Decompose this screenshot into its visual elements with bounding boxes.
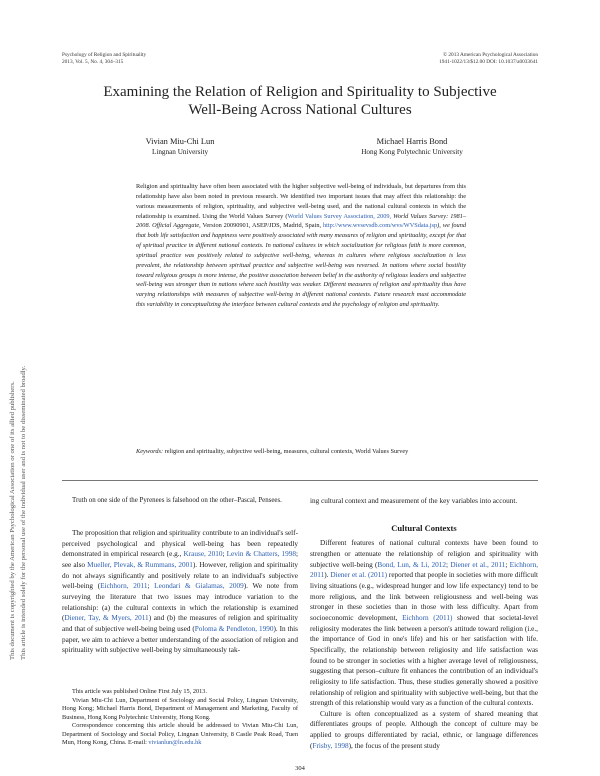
citation-link[interactable]: Poloma & Pendleton, 1990 bbox=[194, 624, 274, 633]
body-paragraph bbox=[310, 709, 538, 752]
body-text: ; bbox=[147, 582, 155, 591]
abstract-reference-link[interactable]: World Values Survey Association, 2009, bbox=[287, 212, 392, 220]
article-title bbox=[80, 84, 520, 119]
citation-link[interactable]: Diener et al., 2011 bbox=[450, 560, 506, 569]
sidebar-line-2: This article is intended solely for the personal use of the individual user and is not to be disseminated broadly. bbox=[20, 365, 27, 660]
citation-link[interactable]: Eichhorn, 2011 bbox=[310, 560, 539, 580]
citation-link[interactable]: Krause, 2010 bbox=[183, 550, 223, 559]
section-heading: Cultural Contexts bbox=[391, 522, 457, 533]
citation-link[interactable]: Eichhorn (2011) bbox=[402, 613, 453, 622]
body-text: Different features of national cultural contexts have been found to strengthen or attenuate the relationship of religion and spirituality with subjective well-being ( bbox=[310, 539, 538, 569]
body-text: showed that societal-level religiosity moderates the link between a person's attitude toward religion (i.e., the importance of God in one's life) and his or her satisfaction with life. Specifically, the relationship between religiosity and life satisfaction was found to be stronger in societies with a higher average level of religiousness, suggesting that person–culture fit enhances the contribution of an individual's religiosity to life satisfaction. Thus, these studies generally showed a positive relationship of religion and spirituality with subjective well-being, but that the strength of this relationship would vary as a function of the cultural contexts. bbox=[310, 613, 538, 708]
continued-text: ing cultural context and measurement of the key variables into account. bbox=[310, 497, 518, 505]
abstract-text: Version 20090901, ASEP/JDS, Madrid, Spain, bbox=[200, 222, 323, 230]
citation-link[interactable]: Diener, Tay, & Myers, 2011 bbox=[64, 614, 149, 623]
page-number: 304 bbox=[295, 765, 305, 772]
author-name: Vivian Miu-Chi Lun bbox=[145, 137, 215, 146]
keywords-label: Keywords: bbox=[136, 448, 164, 455]
author-2 bbox=[332, 137, 492, 157]
title-line-1: Examining the Relation of Religion and Spirituality to Subjective bbox=[103, 84, 497, 100]
copyright-sidebar bbox=[3, 160, 39, 660]
body-text: The proposition that religion and spirituality contribute to an individual's self-perceived psychological and physical well-being has been repeatedly demonstrated in empirical research (e.g., bbox=[62, 529, 299, 559]
body-text: ), the focus of the present study bbox=[348, 741, 440, 750]
author-1 bbox=[110, 137, 250, 157]
body-text: ). bbox=[324, 571, 331, 580]
citation-link[interactable]: Eichhorn, 2011 bbox=[100, 582, 148, 591]
body-text: ; bbox=[446, 560, 451, 569]
abstract bbox=[136, 182, 466, 310]
body-text: ; bbox=[505, 560, 510, 569]
copyright-line: © 2013 American Psychological Association bbox=[443, 52, 538, 58]
divider bbox=[62, 480, 538, 481]
abstract-url-link[interactable]: http://www.wvsevsdb.com/wvs/WVSdata.jsp bbox=[323, 222, 438, 230]
body-paragraph bbox=[310, 538, 538, 709]
body-text: ; see also bbox=[62, 550, 298, 569]
citation-link[interactable]: Levin & Chatters, 1998 bbox=[226, 550, 296, 559]
citation-link[interactable]: Frisby, 1998 bbox=[312, 741, 349, 750]
footnote-text: Correspondence concerning this article should be addressed to Vivian Miu-Chi Lun, Department of Sociology and Social Policy, Lingnan University, 8 Castle Peak Road, Tuen Mun, Hong Kong, China. E-mail: bbox=[62, 722, 298, 746]
footnote-correspondence bbox=[62, 722, 298, 748]
epigraph: Truth on one side of the Pyrenees is falsehood on the other–Pascal, Pensees. bbox=[72, 497, 282, 504]
copyright-info bbox=[439, 52, 538, 65]
footnote-affiliations: Vivian Miu-Chi Lun, Department of Sociology and Social Policy, Lingnan University, Hong Kong; Michael Harris Bond, Department of Management and Marketing, Faculty of Business, Hong Kong Polytechnic University, Hong Kong. bbox=[62, 696, 298, 721]
citation-link[interactable]: Mueller, Plevak, & Rummans, 2001 bbox=[87, 560, 193, 569]
body-text: ) and (b) the measures of religion and spirituality and that of subjective well-being being used ( bbox=[62, 614, 298, 633]
footnote-publication: This article was published Online First July 15, 2013. bbox=[72, 688, 208, 695]
journal-info bbox=[62, 52, 146, 65]
keywords bbox=[136, 447, 466, 456]
body-text: ). However, religion and spirituality do not always significantly and positively relate to an individual's subjective well-being ( bbox=[62, 560, 298, 591]
sidebar-line-1: This document is copyrighted by the American Psychological Association or one of its allied publishers. bbox=[9, 381, 16, 660]
journal-volume: 2013, Vol. 5, No. 4, 304–315 bbox=[62, 58, 124, 65]
body-text: ). We note from surveying the literature that two issues may introduce variation to the relationship: (a) the cultural contexts in which the relationship is examined ( bbox=[62, 582, 299, 623]
abstract-text: ), we found that both life satisfaction and happiness were positively associated with many measures of religion and spirituality, except for that of spiritual practice in different national contexts. In national cultures in which socialization for religious faith is more common, spiritual practice was positively related to subjective well-being, whereas in cultures where religious socialization is less prevalent, the relationship between spiritual practice and subjective well-being was reversed. In nations where social hostility toward religious groups is more intense, the positive association between belief in the authority of religious leaders and subjective well-being was stronger than in nations where such hostility was weaker. Different measures of religion and spirituality thus have varying relationships with measures of subjective well-being in different national contexts. Future research must accommodate this variability in conceptualizing the interface between cultural contexts and the psychology of religion and spirituality. bbox=[136, 222, 466, 309]
journal-name: Psychology of Religion and Spirituality bbox=[62, 52, 147, 58]
author-affiliation: Hong Kong Polytechnic University bbox=[361, 148, 463, 156]
keywords-text: religion and spirituality, subjective well-being, measures, cultural contexts, World Values Survey bbox=[163, 448, 409, 455]
body-text: Culture is often conceptualized as a system of shared meaning that differentiates groups of people. Although the concept of culture may be applied to groups differentiated by racial, ethnic, or language differences ( bbox=[310, 709, 538, 750]
abstract-source: World Values Survey: 1981–2008. Official Aggregate, bbox=[136, 212, 467, 230]
author-affiliation: Lingnan University bbox=[151, 148, 209, 156]
citation-link[interactable]: Leondari & Gialamas, 2009 bbox=[154, 582, 244, 591]
footnotes bbox=[62, 688, 298, 748]
intro-paragraph bbox=[62, 528, 298, 656]
email-link[interactable]: vivianlun@ln.edu.hk bbox=[148, 739, 202, 746]
body-text: ). In this paper, we aim to achieve a better understanding of the association of religion and spirituality with subjective well-being by simultaneously tak- bbox=[62, 624, 298, 655]
right-column bbox=[310, 496, 538, 751]
doi-line: 1941-1022/13/$12.00 DOI: 10.1037/a0033641 bbox=[439, 58, 538, 65]
citation-link[interactable]: Bond, Lun, & Li, 2012 bbox=[377, 560, 447, 569]
abstract-text: Religion and spirituality have often been associated with the higher subjective well-being of individuals, but departures from this relationship have also been noted in previous research. We identified two important issues that may affect this relationship: the various measurements of religion, spirituality, and subjective well-being used, and the national cultural contexts in which the relationship is examined. Using the World Values Survey ( bbox=[136, 183, 466, 220]
body-text: ; bbox=[222, 550, 227, 559]
body-text: reported that people in societies with more difficult living situations (e.g., widespread hunger and low life expectancy) tend to be more religious, and the link between religiousness and well-being was stronger in these societies than in those with less difficulty. Apart from socioeconomic development, bbox=[310, 571, 538, 622]
author-name: Michael Harris Bond bbox=[376, 137, 448, 146]
citation-link[interactable]: Diener et al. (2011) bbox=[330, 571, 388, 580]
title-line-2: Well-Being Across National Cultures bbox=[188, 101, 412, 118]
